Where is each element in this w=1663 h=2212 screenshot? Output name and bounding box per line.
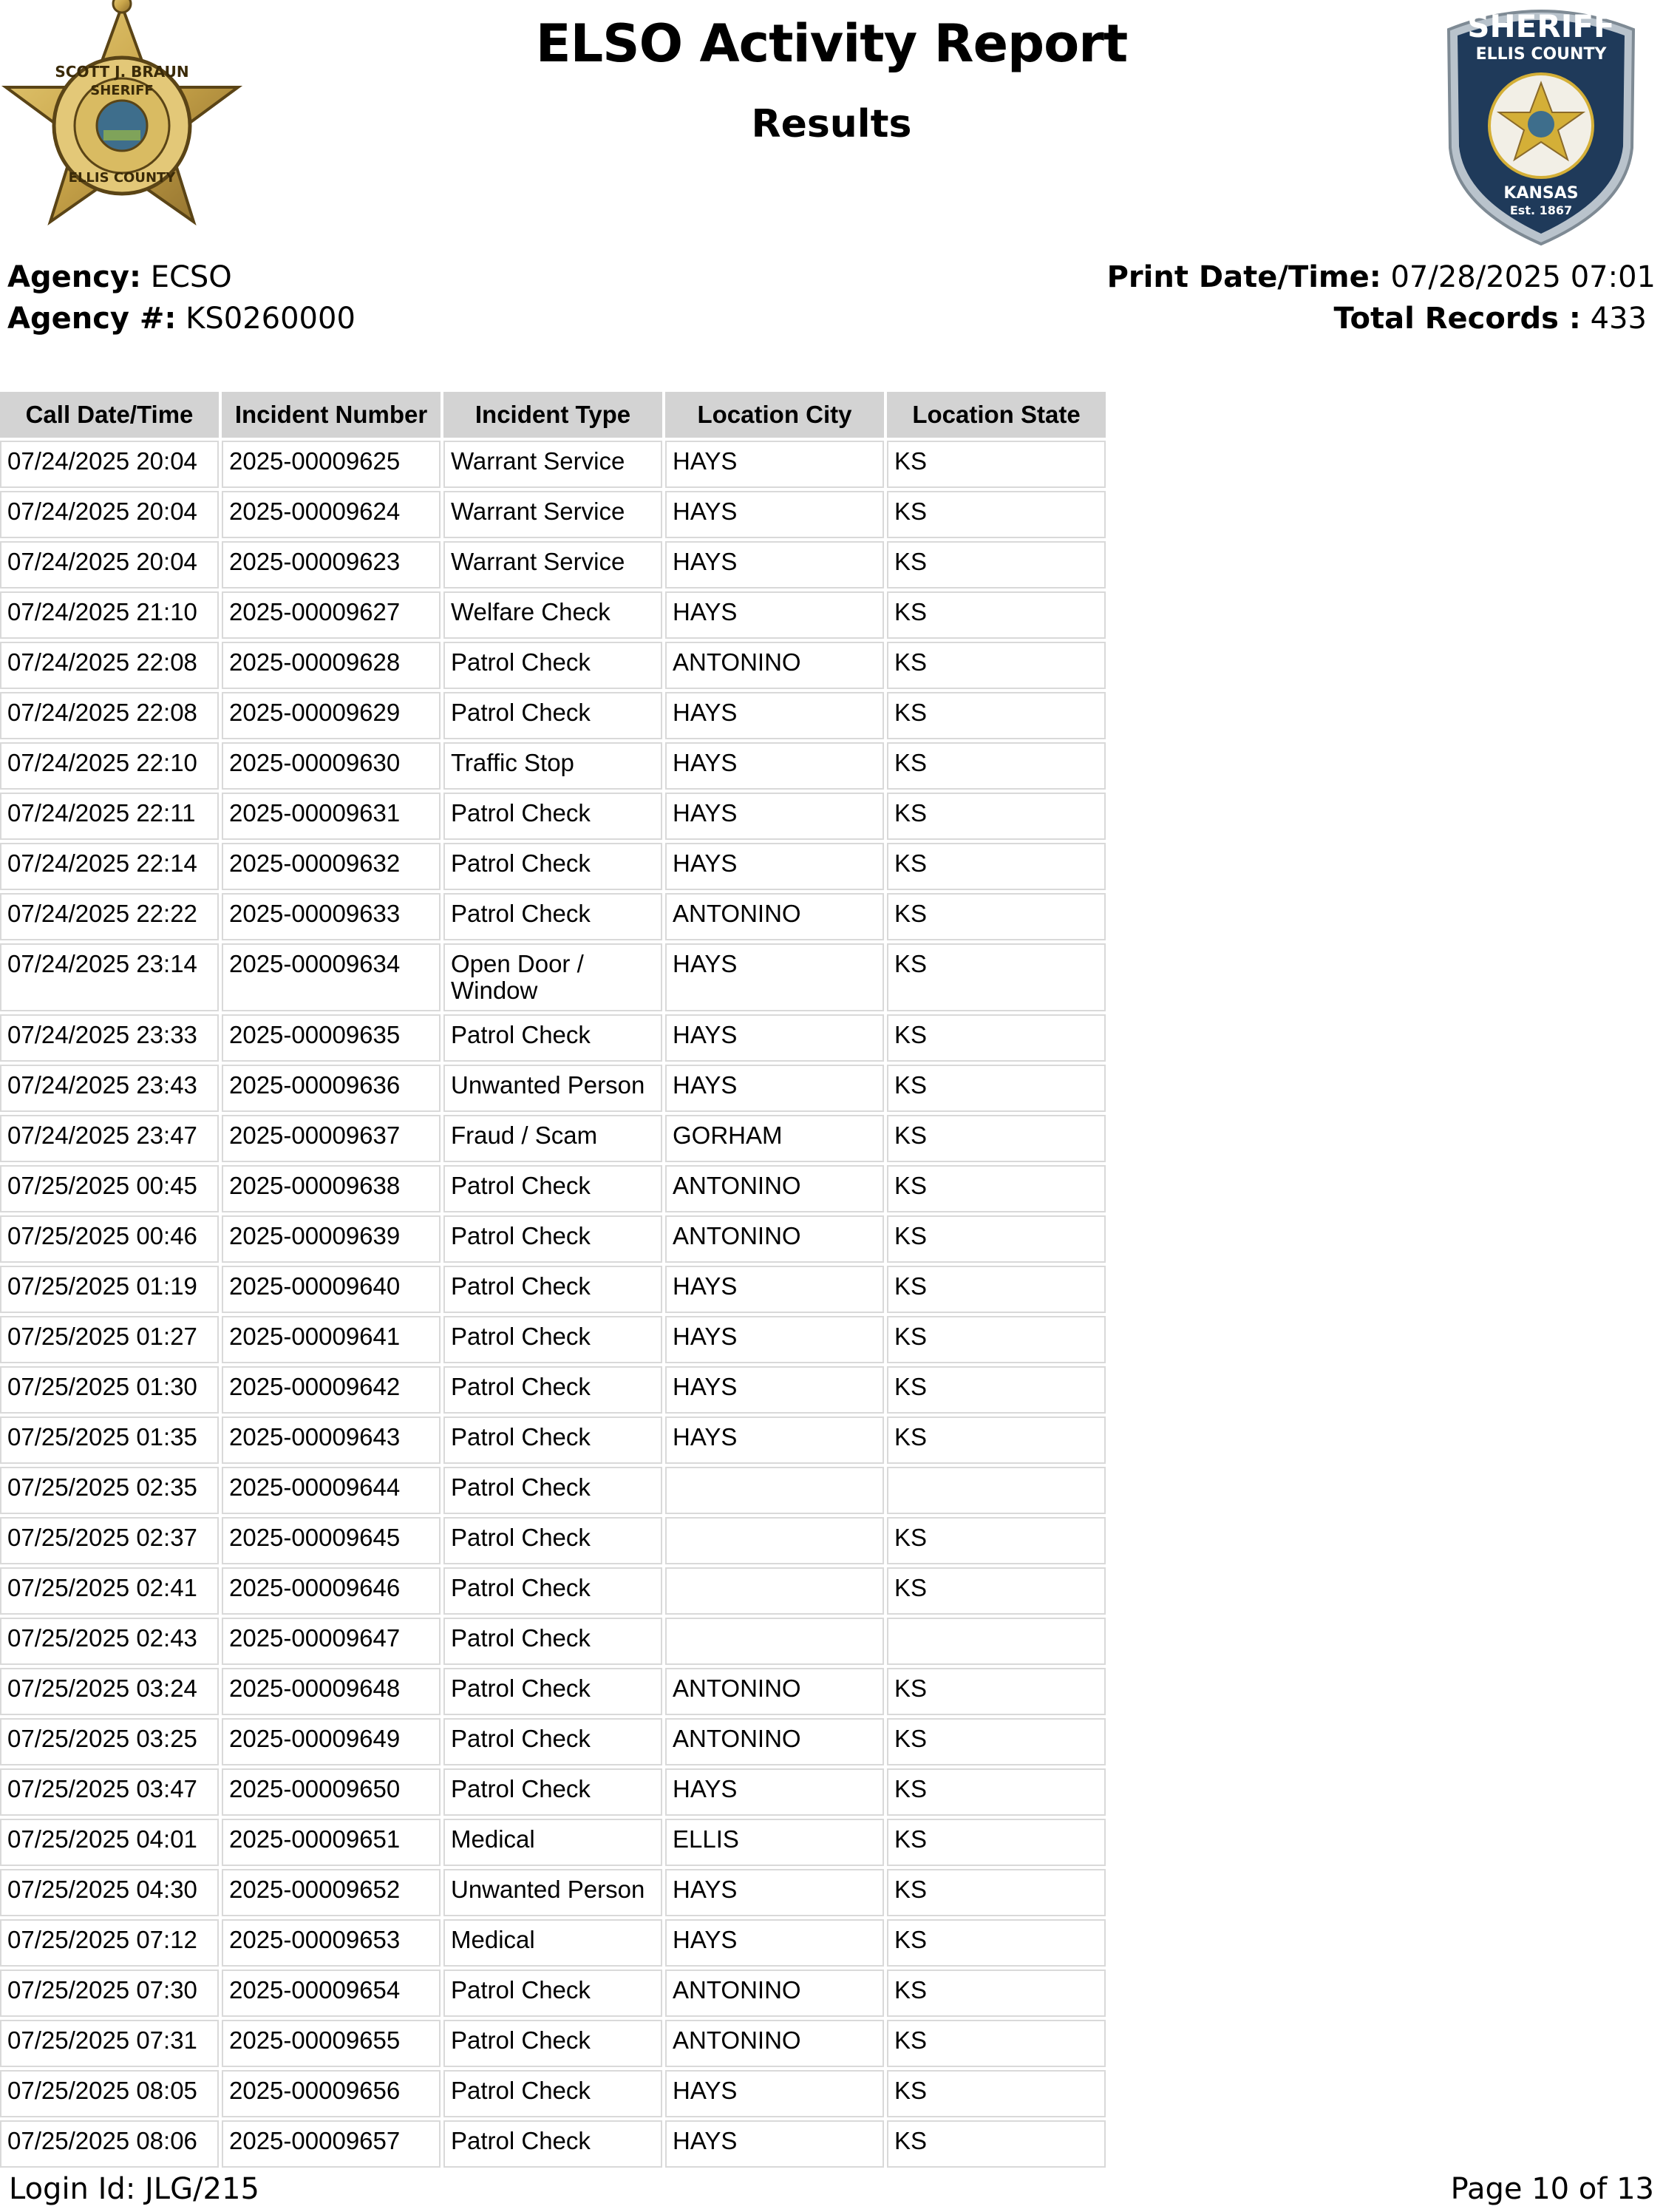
svg-text:KANSAS: KANSAS <box>1503 184 1579 203</box>
table-row <box>0 1718 1106 1765</box>
table-row <box>0 2070 1106 2117</box>
incident-type-cell: Warrant Service <box>443 491 662 538</box>
call-datetime-cell: 07/24/2025 22:11 <box>0 793 219 840</box>
incident-type-cell: Patrol Check <box>443 2020 662 2067</box>
table-row <box>0 1919 1106 1967</box>
incident-type-cell: Welfare Check <box>443 591 662 639</box>
call-datetime-cell: 07/25/2025 00:46 <box>0 1215 219 1263</box>
location-state-cell: KS <box>887 943 1106 1011</box>
location-city-cell: HAYS <box>665 1869 884 1916</box>
location-state-cell: KS <box>887 1316 1106 1363</box>
location-city-cell <box>665 1517 884 1564</box>
call-datetime-cell: 07/24/2025 20:04 <box>0 441 219 488</box>
incident-type-cell: Unwanted Person <box>443 1065 662 1112</box>
call-datetime-cell: 07/25/2025 03:47 <box>0 1768 219 1816</box>
location-city-cell: HAYS <box>665 1266 884 1313</box>
agency-value: ECSO <box>150 260 232 294</box>
location-state-cell: KS <box>887 1819 1106 1866</box>
sheriff-star-badge-icon <box>0 0 244 248</box>
incident-number-cell: 2025-00009624 <box>222 491 441 538</box>
call-datetime-cell: 07/25/2025 02:41 <box>0 1567 219 1615</box>
location-city-cell: HAYS <box>665 1366 884 1414</box>
total-records-line <box>1334 302 1647 336</box>
location-state-cell: KS <box>887 441 1106 488</box>
agency-number-value: KS0260000 <box>186 302 356 336</box>
incident-number-cell: 2025-00009627 <box>222 591 441 639</box>
location-city-cell: ANTONINO <box>665 1970 884 2017</box>
call-datetime-cell: 07/24/2025 23:47 <box>0 1115 219 1162</box>
location-city-cell: ANTONINO <box>665 893 884 940</box>
incident-type-cell: Medical <box>443 1919 662 1967</box>
incident-type-cell: Patrol Check <box>443 1316 662 1363</box>
incident-type-cell: Patrol Check <box>443 1668 662 1715</box>
location-state-cell: KS <box>887 1065 1106 1112</box>
table-row <box>0 843 1106 890</box>
incident-number-cell: 2025-00009638 <box>222 1165 441 1212</box>
incident-type-cell: Patrol Check <box>443 1768 662 1816</box>
svg-text:Est. 1867: Est. 1867 <box>1509 203 1573 217</box>
incident-type-cell: Patrol Check <box>443 1970 662 2017</box>
incident-number-cell: 2025-00009645 <box>222 1517 441 1564</box>
incident-number-cell: 2025-00009639 <box>222 1215 441 1263</box>
column-header-location-state: Location State <box>887 392 1106 438</box>
call-datetime-cell: 07/24/2025 22:08 <box>0 692 219 739</box>
location-state-cell: KS <box>887 2020 1106 2067</box>
table-row <box>0 1115 1106 1162</box>
report-title: ELSO Activity Report <box>535 13 1128 74</box>
call-datetime-cell: 07/24/2025 20:04 <box>0 491 219 538</box>
call-datetime-cell: 07/25/2025 01:30 <box>0 1366 219 1414</box>
login-id: Login Id: JLG/215 <box>9 2172 259 2206</box>
table-row <box>0 742 1106 790</box>
print-datetime-label: Print Date/Time: <box>1106 260 1381 294</box>
location-city-cell: HAYS <box>665 1768 884 1816</box>
location-city-cell: ANTONINO <box>665 1668 884 1715</box>
incident-number-cell: 2025-00009625 <box>222 441 441 488</box>
location-city-cell: HAYS <box>665 2070 884 2117</box>
incident-number-cell: 2025-00009653 <box>222 1919 441 1967</box>
table-header-row <box>0 392 1106 438</box>
location-city-cell: HAYS <box>665 793 884 840</box>
location-city-cell: HAYS <box>665 1417 884 1464</box>
incident-type-cell: Patrol Check <box>443 1014 662 1062</box>
table-row <box>0 893 1106 940</box>
incident-type-cell: Patrol Check <box>443 692 662 739</box>
table-row <box>0 2120 1106 2168</box>
incident-type-cell: Open Door / Window <box>443 943 662 1011</box>
location-state-cell: KS <box>887 843 1106 890</box>
incident-type-cell: Unwanted Person <box>443 1869 662 1916</box>
location-state-cell: KS <box>887 893 1106 940</box>
incident-type-cell: Patrol Check <box>443 2120 662 2168</box>
print-datetime-line <box>1107 260 1656 294</box>
agency-line <box>7 260 232 294</box>
table-row <box>0 1618 1106 1665</box>
incident-number-cell: 2025-00009643 <box>222 1417 441 1464</box>
call-datetime-cell: 07/24/2025 22:14 <box>0 843 219 890</box>
location-state-cell: KS <box>887 1115 1106 1162</box>
column-header-location-city: Location City <box>665 392 884 438</box>
incident-type-cell: Patrol Check <box>443 1366 662 1414</box>
call-datetime-cell: 07/25/2025 02:37 <box>0 1517 219 1564</box>
incident-type-cell: Patrol Check <box>443 2070 662 2117</box>
table-row <box>0 1065 1106 1112</box>
agency-label: Agency: <box>7 260 141 294</box>
incident-number-cell: 2025-00009641 <box>222 1316 441 1363</box>
incident-type-cell: Traffic Stop <box>443 742 662 790</box>
svg-text:SHERIFF: SHERIFF <box>90 83 154 98</box>
table-row <box>0 491 1106 538</box>
call-datetime-cell: 07/24/2025 23:14 <box>0 943 219 1011</box>
incident-number-cell: 2025-00009623 <box>222 541 441 588</box>
location-city-cell: ANTONINO <box>665 1718 884 1765</box>
table-row <box>0 1768 1106 1816</box>
location-state-cell: KS <box>887 1718 1106 1765</box>
incident-number-cell: 2025-00009646 <box>222 1567 441 1615</box>
incident-number-cell: 2025-00009651 <box>222 1819 441 1866</box>
incident-type-cell: Patrol Check <box>443 1618 662 1665</box>
table-row <box>0 1517 1106 1564</box>
svg-text:SCOTT J. BRAUN: SCOTT J. BRAUN <box>55 63 189 81</box>
table-row <box>0 943 1106 1011</box>
table-row <box>0 1819 1106 1866</box>
incident-number-cell: 2025-00009636 <box>222 1065 441 1112</box>
incident-number-cell: 2025-00009652 <box>222 1869 441 1916</box>
call-datetime-cell: 07/25/2025 04:30 <box>0 1869 219 1916</box>
incident-number-cell: 2025-00009633 <box>222 893 441 940</box>
location-city-cell: HAYS <box>665 1014 884 1062</box>
location-city-cell: HAYS <box>665 943 884 1011</box>
location-state-cell: KS <box>887 1215 1106 1263</box>
location-state-cell: KS <box>887 642 1106 689</box>
table-row <box>0 2020 1106 2067</box>
total-records-value: 433 <box>1590 302 1647 336</box>
table-row <box>0 1366 1106 1414</box>
location-city-cell: HAYS <box>665 2120 884 2168</box>
table-row <box>0 793 1106 840</box>
svg-text:ELLIS COUNTY: ELLIS COUNTY <box>1475 45 1607 64</box>
incident-number-cell: 2025-00009657 <box>222 2120 441 2168</box>
sheriff-shield-patch-icon <box>1441 0 1641 248</box>
incident-type-cell: Patrol Check <box>443 1417 662 1464</box>
location-city-cell: HAYS <box>665 742 884 790</box>
location-city-cell: HAYS <box>665 541 884 588</box>
location-city-cell <box>665 1618 884 1665</box>
table-row <box>0 1869 1106 1916</box>
location-state-cell: KS <box>887 1970 1106 2017</box>
location-state-cell: KS <box>887 2120 1106 2168</box>
call-datetime-cell: 07/25/2025 02:35 <box>0 1467 219 1514</box>
incident-number-cell: 2025-00009634 <box>222 943 441 1011</box>
incident-number-cell: 2025-00009632 <box>222 843 441 890</box>
svg-text:SHERIFF: SHERIFF <box>1467 8 1615 44</box>
table-body <box>0 441 1106 2168</box>
call-datetime-cell: 07/25/2025 07:30 <box>0 1970 219 2017</box>
incident-number-cell: 2025-00009650 <box>222 1768 441 1816</box>
incident-type-cell: Patrol Check <box>443 642 662 689</box>
call-datetime-cell: 07/25/2025 08:05 <box>0 2070 219 2117</box>
table-row <box>0 1668 1106 1715</box>
location-state-cell: KS <box>887 1366 1106 1414</box>
location-city-cell <box>665 1567 884 1615</box>
location-state-cell: KS <box>887 1768 1106 1816</box>
location-state-cell: KS <box>887 1417 1106 1464</box>
location-city-cell: HAYS <box>665 1065 884 1112</box>
call-datetime-cell: 07/25/2025 01:19 <box>0 1266 219 1313</box>
report-subtitle: Results <box>751 102 912 146</box>
location-state-cell: KS <box>887 1266 1106 1313</box>
incident-type-cell: Patrol Check <box>443 1215 662 1263</box>
location-city-cell: HAYS <box>665 591 884 639</box>
call-datetime-cell: 07/24/2025 22:08 <box>0 642 219 689</box>
call-datetime-cell: 07/25/2025 01:35 <box>0 1417 219 1464</box>
table-row <box>0 1014 1106 1062</box>
incident-number-cell: 2025-00009640 <box>222 1266 441 1313</box>
incident-number-cell: 2025-00009637 <box>222 1115 441 1162</box>
location-state-cell: KS <box>887 1165 1106 1212</box>
call-datetime-cell: 07/24/2025 23:43 <box>0 1065 219 1112</box>
location-state-cell: KS <box>887 2070 1106 2117</box>
incident-type-cell: Patrol Check <box>443 1718 662 1765</box>
incident-type-cell: Warrant Service <box>443 441 662 488</box>
agency-number-label: Agency #: <box>7 302 177 336</box>
location-city-cell: ANTONINO <box>665 2020 884 2067</box>
table-row <box>0 1417 1106 1464</box>
location-state-cell: KS <box>887 793 1106 840</box>
call-datetime-cell: 07/25/2025 02:43 <box>0 1618 219 1665</box>
location-state-cell: KS <box>887 541 1106 588</box>
location-city-cell: ANTONINO <box>665 1165 884 1212</box>
location-state-cell: KS <box>887 1014 1106 1062</box>
incident-number-cell: 2025-00009631 <box>222 793 441 840</box>
table-row <box>0 591 1106 639</box>
call-datetime-cell: 07/25/2025 00:45 <box>0 1165 219 1212</box>
location-city-cell: HAYS <box>665 843 884 890</box>
incident-type-cell: Patrol Check <box>443 1567 662 1615</box>
incident-number-cell: 2025-00009635 <box>222 1014 441 1062</box>
call-datetime-cell: 07/24/2025 23:33 <box>0 1014 219 1062</box>
call-datetime-cell: 07/24/2025 21:10 <box>0 591 219 639</box>
location-state-cell: KS <box>887 1668 1106 1715</box>
incident-number-cell: 2025-00009630 <box>222 742 441 790</box>
agency-number-line <box>7 302 356 336</box>
incident-number-cell: 2025-00009647 <box>222 1618 441 1665</box>
incident-number-cell: 2025-00009654 <box>222 1970 441 2017</box>
incident-type-cell: Patrol Check <box>443 1165 662 1212</box>
call-datetime-cell: 07/24/2025 20:04 <box>0 541 219 588</box>
table-row <box>0 1266 1106 1313</box>
location-city-cell: HAYS <box>665 441 884 488</box>
location-city-cell: ELLIS <box>665 1819 884 1866</box>
print-datetime-value: 07/28/2025 07:01 <box>1390 260 1656 294</box>
location-city-cell <box>665 1467 884 1514</box>
call-datetime-cell: 07/25/2025 07:31 <box>0 2020 219 2067</box>
call-datetime-cell: 07/25/2025 04:01 <box>0 1819 219 1866</box>
location-state-cell: KS <box>887 692 1106 739</box>
incident-number-cell: 2025-00009629 <box>222 692 441 739</box>
table-row <box>0 1567 1106 1615</box>
table-row <box>0 541 1106 588</box>
call-datetime-cell: 07/25/2025 01:27 <box>0 1316 219 1363</box>
incident-type-cell: Warrant Service <box>443 541 662 588</box>
incident-number-cell: 2025-00009642 <box>222 1366 441 1414</box>
location-city-cell: ANTONINO <box>665 1215 884 1263</box>
call-datetime-cell: 07/25/2025 03:25 <box>0 1718 219 1765</box>
incident-type-cell: Patrol Check <box>443 1517 662 1564</box>
location-city-cell: ANTONINO <box>665 642 884 689</box>
location-city-cell: HAYS <box>665 1316 884 1363</box>
page-number: Page 10 of 13 <box>1450 2172 1654 2206</box>
column-header-incident-number: Incident Number <box>222 392 441 438</box>
table-row <box>0 1467 1106 1514</box>
location-state-cell: KS <box>887 1869 1106 1916</box>
call-datetime-cell: 07/25/2025 08:06 <box>0 2120 219 2168</box>
table-row <box>0 1165 1106 1212</box>
location-state-cell <box>887 1467 1106 1514</box>
location-city-cell: HAYS <box>665 491 884 538</box>
location-city-cell: HAYS <box>665 692 884 739</box>
incident-number-cell: 2025-00009644 <box>222 1467 441 1514</box>
svg-text:ELLIS COUNTY: ELLIS COUNTY <box>68 170 176 186</box>
incident-number-cell: 2025-00009649 <box>222 1718 441 1765</box>
location-state-cell <box>887 1618 1106 1665</box>
incident-type-cell: Patrol Check <box>443 1266 662 1313</box>
incident-number-cell: 2025-00009628 <box>222 642 441 689</box>
table-row <box>0 441 1106 488</box>
table-row <box>0 692 1106 739</box>
location-state-cell: KS <box>887 591 1106 639</box>
table-row <box>0 1970 1106 2017</box>
table-row <box>0 642 1106 689</box>
location-city-cell: HAYS <box>665 1919 884 1967</box>
call-datetime-cell: 07/24/2025 22:10 <box>0 742 219 790</box>
incident-type-cell: Patrol Check <box>443 843 662 890</box>
incident-number-cell: 2025-00009655 <box>222 2020 441 2067</box>
location-state-cell: KS <box>887 742 1106 790</box>
total-records-label: Total Records : <box>1333 302 1581 336</box>
location-state-cell: KS <box>887 1567 1106 1615</box>
column-header-incident-type: Incident Type <box>443 392 662 438</box>
call-datetime-cell: 07/25/2025 03:24 <box>0 1668 219 1715</box>
incident-type-cell: Patrol Check <box>443 893 662 940</box>
column-header-call-datetime: Call Date/Time <box>0 392 219 438</box>
results-table <box>0 389 1109 2171</box>
incident-number-cell: 2025-00009648 <box>222 1668 441 1715</box>
incident-type-cell: Fraud / Scam <box>443 1115 662 1162</box>
table-row <box>0 1215 1106 1263</box>
table-row <box>0 1316 1106 1363</box>
location-city-cell: GORHAM <box>665 1115 884 1162</box>
incident-type-cell: Patrol Check <box>443 793 662 840</box>
call-datetime-cell: 07/25/2025 07:12 <box>0 1919 219 1967</box>
incident-type-cell: Patrol Check <box>443 1467 662 1514</box>
location-state-cell: KS <box>887 491 1106 538</box>
location-state-cell: KS <box>887 1919 1106 1967</box>
incident-number-cell: 2025-00009656 <box>222 2070 441 2117</box>
incident-type-cell: Medical <box>443 1819 662 1866</box>
location-state-cell: KS <box>887 1517 1106 1564</box>
call-datetime-cell: 07/24/2025 22:22 <box>0 893 219 940</box>
